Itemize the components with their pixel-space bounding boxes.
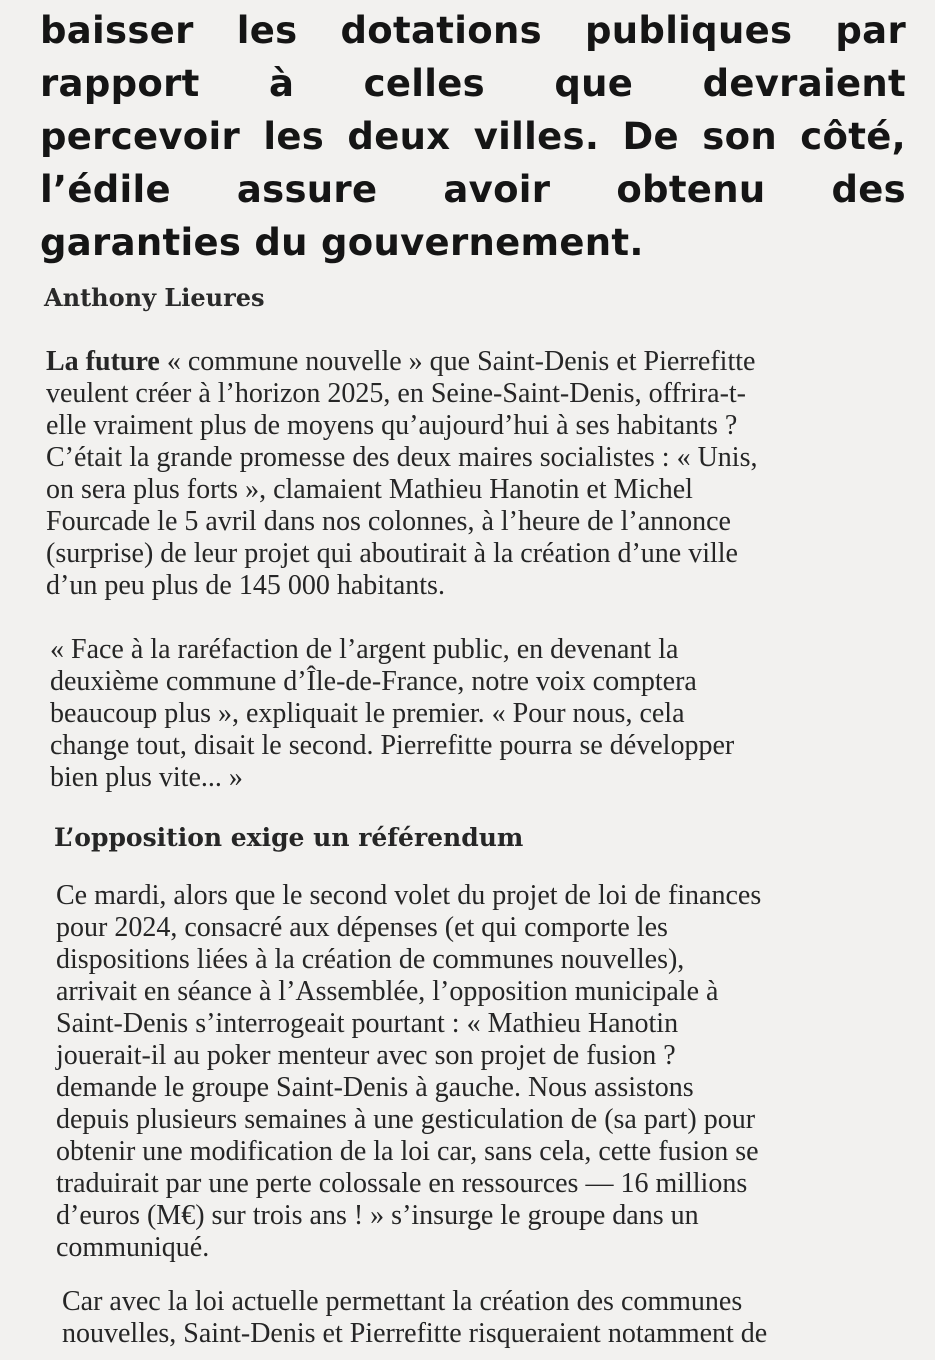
paragraph-line: jouerait-il au poker menteur avec son projet de fusion ?	[56, 1040, 676, 1071]
paragraph-opposition	[56, 880, 761, 1264]
paragraph-line: « Face à la raréfaction de l’argent public, en devenant la	[50, 634, 679, 665]
paragraph-law	[62, 1286, 767, 1350]
paragraph-line: C’était la grande promesse des deux maires socialistes : « Unis,	[46, 442, 758, 473]
lede-line: baisser les dotations publiques par	[40, 9, 906, 52]
paragraph-line: nouvelles, Saint-Denis et Pierrefitte risqueraient notamment de	[62, 1318, 768, 1349]
lede-line: l’édile assure avoir obtenu des	[40, 168, 906, 211]
paragraph-line: d’un peu plus de 145 000 habitants.	[46, 570, 445, 601]
paragraph-line: d’euros (M€) sur trois ans ! » s’insurge le groupe dans un	[56, 1200, 699, 1231]
paragraph-line: elle vraiment plus de moyens qu’aujourd’hui à ses habitants ?	[46, 410, 738, 441]
paragraph-lead-in: La future	[46, 346, 160, 377]
paragraph-line: traduirait par une perte colossale en ressources — 16 millions	[56, 1168, 748, 1199]
paragraph-line	[46, 346, 757, 378]
paragraph-line: change tout, disait le second. Pierrefitte pourra se développer	[50, 730, 735, 761]
paragraph-line: deuxième commune d’Île-de-France, notre voix comptera	[50, 666, 697, 697]
author-byline: Anthony Lieures	[44, 283, 265, 312]
paragraph-intro	[46, 346, 757, 602]
lede-line: rapport à celles que devraient	[40, 62, 906, 105]
paragraph-line: Car avec la loi actuelle permettant la création des communes	[62, 1286, 743, 1317]
paragraph-line: communiqué.	[56, 1232, 210, 1263]
paragraph-line: Ce mardi, alors que le second volet du projet de loi de finances	[56, 880, 762, 911]
paragraph-line: pour 2024, consacré aux dépenses (et qui comporte les	[56, 912, 668, 943]
paragraph-line: bien plus vite... »	[50, 762, 243, 793]
paragraph-first-line-rest: « commune nouvelle » que Saint-Denis et Pierrefitte	[159, 346, 756, 377]
paragraph-line: (surprise) de leur projet qui aboutirait à la création d’une ville	[46, 538, 738, 569]
paragraph-line: arrivait en séance à l’Assemblée, l’opposition municipale à	[56, 976, 719, 1007]
article-lede	[40, 4, 906, 269]
paragraph-line: on sera plus forts », clamaient Mathieu Hanotin et Michel	[46, 474, 693, 505]
paragraph-line: obtenir une modification de la loi car, sans cela, cette fusion se	[56, 1136, 759, 1167]
paragraph-line: veulent créer à l’horizon 2025, en Seine-Saint-Denis, offrira-t-	[46, 378, 746, 409]
paragraph-quote	[50, 634, 734, 794]
paragraph-line: demande le groupe Saint-Denis à gauche. Nous assistons	[56, 1072, 694, 1103]
paragraph-line: dispositions liées à la création de communes nouvelles),	[56, 944, 685, 975]
paragraph-line: Fourcade le 5 avril dans nos colonnes, à l’heure de l’annonce	[46, 506, 731, 537]
lede-line: garanties du gouvernement.	[40, 221, 644, 264]
lede-line: percevoir les deux villes. De son côté,	[40, 115, 906, 158]
paragraph-line: Saint-Denis s’interrogeait pourtant : « Mathieu Hanotin	[56, 1008, 679, 1039]
paragraph-line: beaucoup plus », expliquait le premier. « Pour nous, cela	[50, 698, 685, 729]
paragraph-line: depuis plusieurs semaines à une gesticulation de (sa part) pour	[56, 1104, 756, 1135]
section-subheading: L’opposition exige un référendum	[54, 823, 524, 852]
